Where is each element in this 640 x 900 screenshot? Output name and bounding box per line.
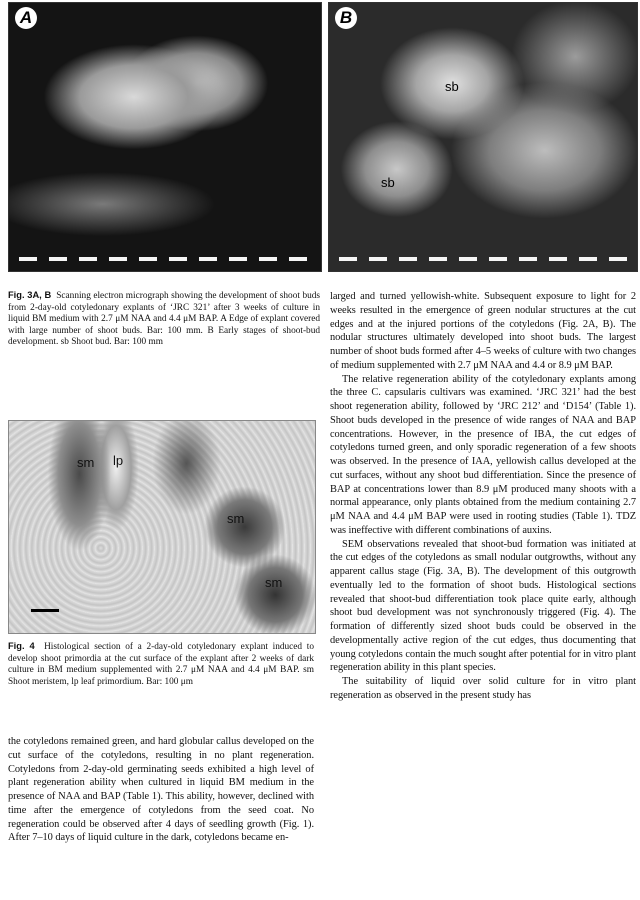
left-paragraph: the cotyledons remained green, and hard globular callus developed on the cut surface of the cotyledons, resulting in no plant regeneration. Cotyledons from 2-day-old germinating seeds exhibited a high level of plant regeneration ability when cultured in liquid BM medium in the presence of NAA and BAP (Table 1). This ability, however, declined with time after the emergence of cotyledons from the seed coat. No regeneration could be observed after 4 days of seedling growth (Fig. 1). After 7–10 days of liquid culture in the dark, cotyledons became en- <box>8 736 314 844</box>
right-paragraph-4: The suitability of liquid over solid culture for in vitro plant regeneration as observed in the present study has <box>330 676 636 701</box>
panel-letter-a: A <box>15 7 37 29</box>
label-sb-lower: sb <box>381 175 395 190</box>
scale-dots-b <box>339 257 627 261</box>
scale-dots-a <box>19 257 311 261</box>
figure-4-caption <box>8 641 314 688</box>
figure-3-caption <box>8 290 320 349</box>
label-sb-upper: sb <box>445 79 459 94</box>
right-paragraph-3: SEM observations revealed that shoot-bud formation was initiated at the cut edges of the cotyledons as small nodular outgrowths, without any apparent callus stage (Fig. 3A, B). The development of this outgrowth eventually led to the formation of shoot buds. Histological sections revealed that shoot-bud differentiation took place quite early, although shoot bud development was not synchronously triggered (Fig. 4). The formation of differently sized shoot buds could be observed in the developmentally active region of the cut edges, thus documenting that young cotyledons contain the much sought after potential for in vitro plant regeneration ability in this plant species. <box>330 538 636 674</box>
left-column-text <box>8 735 314 845</box>
figure-4-histology <box>8 420 316 634</box>
panel-letter-b: B <box>335 7 357 29</box>
figure-4-caption-lead: Fig. 4 <box>8 641 35 651</box>
figure-3-caption-text: Scanning electron micrograph showing the development of shoot buds from 2-day-old cotyledonary explants of ‘JRC 321’ after 3 weeks of culture in liquid BM medium with 2.7 μM NAA and 4.4 μM BAP. A Edge of explant covered with large number of shoot buds. Bar: 100 mm. B Early stages of shoot-bud development. sb Shoot bud. Bar: 100 mm <box>8 291 321 348</box>
label-sm-top: sm <box>77 455 95 470</box>
right-column-text <box>330 290 636 703</box>
figure-3b-micrograph <box>328 2 638 272</box>
label-lp: lp <box>113 453 124 468</box>
right-paragraph-1: larged and turned yellowish-white. Subsequent exposure to light for 2 weeks resulted in the emergence of green nodular structures at the cut edges and at the injured portions of the cotyledons (Fig. 2A, B). The nodular structures ultimately developed into shoot buds. The largest number of shoot buds formed after 4–5 weeks of culture with two changes of medium supplemented with 2.7 μM NAA and 4.4 or 8.9 μM BAP. <box>330 291 636 371</box>
figure-3-caption-lead: Fig. 3A, B <box>8 290 52 300</box>
label-sm-middle: sm <box>227 511 245 526</box>
label-sm-bottom: sm <box>265 575 283 590</box>
figure-4-caption-text: Histological section of a 2-day-old cotyledonary explant induced to develop shoot primordia at the cut surface of the explant after 2 weeks of dark culture in BM medium supplemented with 2.7 μM NAA and 4.4 μM BAP. sm Shoot meristem, lp leaf primordium. Bar: 100 μm <box>8 642 314 687</box>
scale-bar <box>31 609 59 612</box>
figure-3a-micrograph <box>8 2 322 272</box>
right-paragraph-2: The relative regeneration ability of the cotyledonary explants among the three C. capsularis cultivars was examined. ‘JRC 321’ had the best shoot regeneration ability, followed by ‘JRC 212’ and ‘D154’ (Table 1). Shoot buds developed in the presence of wide ranges of NAA and BAP concentrations. However, in the presence of IBA, the cut edges of cotyledons turned green, and only sporadic regeneration of a few shoots was observed. In the presence of IAA, yellowish callus developed at the cut surfaces, without any shoot bud differentiation. Since the presence of BAP at concentrations lower than 8.9 μM produced many shoots with a normal appearance, only plants obtained from the medium containing 2.7 μM NAA and 4.4 μM BAP were used in rooting studies (Table 1). TDZ was ineffective with different combinations of auxins. <box>330 373 636 536</box>
